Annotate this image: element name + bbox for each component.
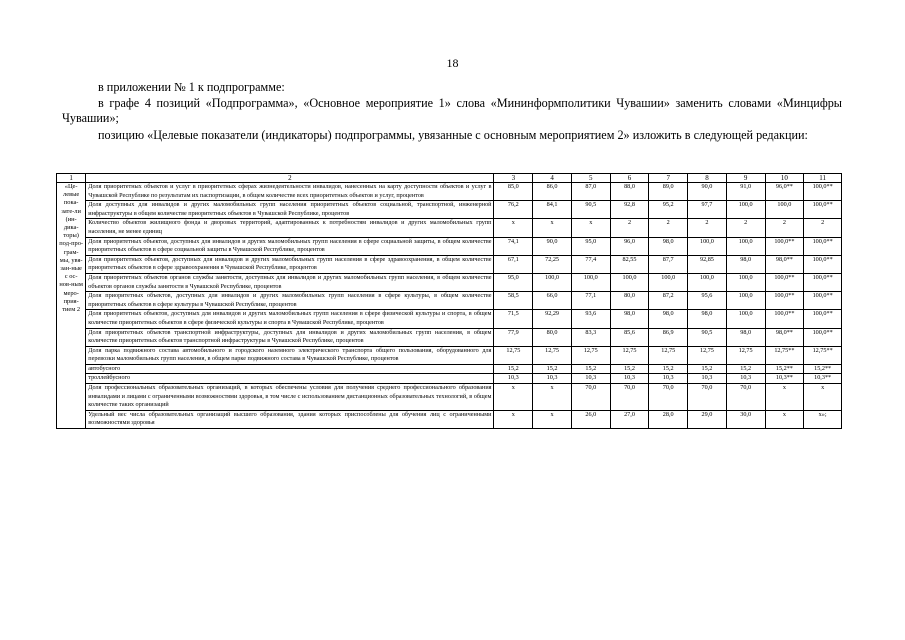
- indicator-value: x: [765, 410, 804, 428]
- indicator-value: x: [494, 410, 533, 428]
- indicator-value: 70,0: [571, 384, 610, 411]
- indicator-value: 67,1: [494, 255, 533, 273]
- indicator-value: 90,5: [571, 201, 610, 219]
- indicator-value: 12,75**: [804, 346, 842, 364]
- indicator-value: 58,5: [494, 292, 533, 310]
- paragraph-column-4: в графе 4 позиций «Подпрограмма», «Основное мероприятие 1» слова «Мининформполитики Чувашии» заменить словами «Минцифры Чувашии»;: [62, 96, 842, 125]
- indicator-value: 90,0: [533, 237, 572, 255]
- indicator-value: 100,0: [726, 310, 765, 328]
- indicator-name: Доля парка подвижного состава автомобильного и городского наземного электрического транспорта общего пользования, оборудованного для перевозки маломобильных групп населения, в общем парке подвижного состава в Чувашской Республике, процентов: [86, 346, 494, 364]
- paragraph-position: позицию «Целевые показатели (индикаторы) подпрограммы, увязанные с основным мероприятием 2» изложить в следующей редакции:: [98, 128, 808, 142]
- table-row: [57, 384, 842, 411]
- indicator-value: 100,0**: [765, 273, 804, 291]
- indicator-value: 96,0: [610, 237, 649, 255]
- indicator-value: 80,0: [533, 328, 572, 346]
- header-cell: 6: [610, 174, 649, 183]
- table-body: [57, 183, 842, 429]
- indicator-value: 80,0: [610, 292, 649, 310]
- table-row: [57, 346, 842, 364]
- indicator-value: 77,4: [571, 255, 610, 273]
- indicator-value: 15,2: [726, 364, 765, 374]
- table-row: [57, 273, 842, 291]
- indicator-value: 12,75: [533, 346, 572, 364]
- indicator-value: 27,0: [610, 410, 649, 428]
- indicator-value: x: [765, 384, 804, 411]
- indicator-value: 86,9: [649, 328, 688, 346]
- table-row: [57, 201, 842, 219]
- table-row: [57, 310, 842, 328]
- indicator-name: Доля приоритетных объектов, доступных для инвалидов и других маломобильных групп населения в сфере здравоохранения, в общем количестве приоритетных объектов в сфере здравоохранения в Чувашской Республике, процентов: [86, 255, 494, 273]
- row-group-label: «Це-левые пока-зате-ли (ин-дика-торы) под-про-грам-мы, увя-зан-ные с ос-нов-ным меро-прия-тием 2: [57, 183, 86, 429]
- header-cell: 3: [494, 174, 533, 183]
- indicator-name: Доля приоритетных объектов органов службы занятости, доступных для инвалидов и других маломобильных групп населения, в общем количестве объектов органов службы занятости в Чувашской Республике, процентов: [86, 273, 494, 291]
- header-cell: 4: [533, 174, 572, 183]
- indicator-value: 15,2: [494, 364, 533, 374]
- indicator-value: 90,5: [688, 328, 727, 346]
- indicator-value: 66,0: [533, 292, 572, 310]
- indicator-value: 10,3: [533, 374, 572, 384]
- indicator-name: Доля приоритетных объектов и услуг в приоритетных сферах жизнедеятельности инвалидов, нанесенных на карту доступности объектов и услуг в Чувашской Республике по результатам их паспортизации, в общем количестве всех приоритетных объектов и услуг, процентов: [86, 183, 494, 201]
- indicator-value: 26,0: [571, 410, 610, 428]
- indicator-value: 10,3: [688, 374, 727, 384]
- indicator-value: 95,0: [494, 273, 533, 291]
- indicator-value: 96,0**: [765, 183, 804, 201]
- indicator-value: x: [494, 384, 533, 411]
- indicator-value: 98,0: [726, 328, 765, 346]
- indicator-value: 100,0**: [804, 273, 842, 291]
- indicator-value: 100,0**: [804, 292, 842, 310]
- indicator-value: 100,0: [610, 273, 649, 291]
- indicator-value: 87,7: [649, 255, 688, 273]
- indicator-value: 15,2: [533, 364, 572, 374]
- header-cell: 1: [57, 174, 86, 183]
- indicator-name: Доля приоритетных объектов транспортной инфраструктуры, доступных для инвалидов и других маломобильных групп населения, в общем количестве приоритетных объектов транспортной инфраструктуры в Чувашской Республике, процентов: [86, 328, 494, 346]
- indicator-value: 100,0**: [804, 237, 842, 255]
- indicator-value: 98,0: [610, 310, 649, 328]
- indicator-value: 15,2: [610, 364, 649, 374]
- indicator-name: автобусного: [86, 364, 494, 374]
- indicator-name: Удельный вес числа образовательных организаций высшего образования, здания которых приспособлены для обучения лиц с ограниченными возможностями здоровья: [86, 410, 494, 428]
- indicator-value: x: [804, 384, 842, 411]
- indicator-value: 100,0**: [804, 328, 842, 346]
- indicator-value: 28,0: [649, 410, 688, 428]
- indicator-value: x: [533, 219, 572, 237]
- header-cell: 7: [649, 174, 688, 183]
- indicator-value: 95,0: [571, 237, 610, 255]
- indicator-value: 100,0: [571, 273, 610, 291]
- table-row: [57, 292, 842, 310]
- indicator-value: 10,3: [494, 374, 533, 384]
- indicator-value: 15,2: [571, 364, 610, 374]
- indicator-value: 2: [688, 219, 727, 237]
- indicator-value: 100,0: [726, 201, 765, 219]
- indicator-value: 12,75: [610, 346, 649, 364]
- indicator-name: Доля доступных для инвалидов и других маломобильных групп населения приоритетных объектов социальной, транспортной, инженерной инфраструктуры в общем количестве приоритетных объектов в Чувашской Республике, процентов: [86, 201, 494, 219]
- indicator-value: 29,0: [688, 410, 727, 428]
- indicator-value: 70,0: [726, 384, 765, 411]
- indicator-value: 100,0**: [765, 292, 804, 310]
- indicator-value: 12,75: [571, 346, 610, 364]
- indicator-value: 97,7: [688, 201, 727, 219]
- indicator-value: 98,0: [649, 237, 688, 255]
- header-cell: 8: [688, 174, 727, 183]
- indicator-value: 77,1: [571, 292, 610, 310]
- indicator-name: Доля приоритетных объектов, доступных для инвалидов и других маломобильных групп населения в сфере физической культуры и спорта, в общем количестве приоритетных объектов в сфере физической культуры и спорта в Чувашской Республике, процентов: [86, 310, 494, 328]
- indicator-name: Доля профессиональных образовательных организаций, в которых обеспечены условия для получения среднего профессионального образования инвалидами и лицами с ограниченными возможностями здоровья, в том числе с использованием дистанционных образовательных технологий, в общем количестве таких организаций: [86, 384, 494, 411]
- indicator-value: 85,0: [494, 183, 533, 201]
- indicator-value: 98,0**: [765, 255, 804, 273]
- indicator-value: 70,0: [610, 384, 649, 411]
- indicator-value: 92,29: [533, 310, 572, 328]
- table-row: [57, 183, 842, 201]
- table-row: [57, 237, 842, 255]
- indicator-value: 87,2: [649, 292, 688, 310]
- indicator-value: 12,75: [688, 346, 727, 364]
- indicator-value: 95,2: [649, 201, 688, 219]
- indicator-value: x: [494, 219, 533, 237]
- header-cell: 11: [804, 174, 842, 183]
- indicator-value: 86,0: [533, 183, 572, 201]
- indicator-name: троллейбусного: [86, 374, 494, 384]
- header-cell: 9: [726, 174, 765, 183]
- indicator-value: 100,0: [688, 237, 727, 255]
- indicator-value: 90,0: [688, 183, 727, 201]
- indicator-value: 72,25: [533, 255, 572, 273]
- indicator-value: 12,75: [494, 346, 533, 364]
- indicator-value: 10,3: [726, 374, 765, 384]
- indicator-value: 100,0**: [765, 310, 804, 328]
- indicator-value: 12,75**: [765, 346, 804, 364]
- indicator-value: 83,3: [571, 328, 610, 346]
- indicator-value: 95,6: [688, 292, 727, 310]
- indicator-value: x: [533, 410, 572, 428]
- indicator-value: 100,0: [649, 273, 688, 291]
- indicator-value: 10,3**: [765, 374, 804, 384]
- indicator-value: 2: [765, 219, 804, 237]
- indicator-value: 15,2**: [804, 364, 842, 374]
- indicator-value: 92,8: [610, 201, 649, 219]
- indicator-value: 87,0: [571, 183, 610, 201]
- indicator-value: 15,2**: [765, 364, 804, 374]
- indicator-value: 2: [610, 219, 649, 237]
- indicator-value: 85,6: [610, 328, 649, 346]
- header-cell: 2: [86, 174, 494, 183]
- indicator-value: 100,0: [726, 273, 765, 291]
- indicator-value: 91,0: [726, 183, 765, 201]
- indicator-value: 88,0: [610, 183, 649, 201]
- indicator-value: 10,3: [610, 374, 649, 384]
- indicator-name: Количество объектов жилищного фонда и дворовых территорий, адаптированных к потребностям инвалидов и других маломобильных групп населения, не менее единиц: [86, 219, 494, 237]
- indicator-value: 98,0: [649, 310, 688, 328]
- indicator-value: 10,3: [649, 374, 688, 384]
- indicator-value: 100,0**: [804, 255, 842, 273]
- page-number: 18: [446, 56, 459, 70]
- indicator-value: 84,1: [533, 201, 572, 219]
- indicator-value: 2: [649, 219, 688, 237]
- indicator-value: 100,0**: [804, 310, 842, 328]
- indicator-name: Доля приоритетных объектов, доступных для инвалидов и других маломобильных групп населения в сфере социальной защиты, в общем количестве приоритетных объектов в сфере социальной защиты в Чувашской Республике, процентов: [86, 237, 494, 255]
- indicator-value: 70,0: [649, 384, 688, 411]
- indicator-value: 89,0: [649, 183, 688, 201]
- table-row: [57, 364, 842, 374]
- indicator-value: 71,5: [494, 310, 533, 328]
- indicator-value: 98,0: [688, 310, 727, 328]
- indicator-value: 76,2: [494, 201, 533, 219]
- indicator-value: 2: [726, 219, 765, 237]
- indicator-value: 98,0**: [765, 328, 804, 346]
- indicator-value: 74,1: [494, 237, 533, 255]
- table-row: [57, 219, 842, 237]
- table-row: [57, 328, 842, 346]
- indicator-value: 92,85: [688, 255, 727, 273]
- table-row: [57, 410, 842, 428]
- indicator-value: 100,0**: [804, 183, 842, 201]
- indicator-value: 10,3**: [804, 374, 842, 384]
- indicator-value: 93,6: [571, 310, 610, 328]
- indicator-value: x: [533, 384, 572, 411]
- indicator-value: 100,0: [726, 237, 765, 255]
- indicator-value: 100,0**: [804, 201, 842, 219]
- paragraph-appendix: в приложении № 1 к подпрограмме:: [98, 80, 285, 94]
- indicator-value: 12,75: [726, 346, 765, 364]
- table-header-row: [57, 174, 842, 183]
- indicators-table-wrapper: [56, 173, 842, 429]
- indicator-value: 100,0**: [765, 237, 804, 255]
- indicator-value: 70,0: [688, 384, 727, 411]
- header-cell: 5: [571, 174, 610, 183]
- indicator-value: 100,0: [688, 273, 727, 291]
- indicator-value: x: [571, 219, 610, 237]
- indicator-value: 100,0: [726, 292, 765, 310]
- indicator-value: 30,0: [726, 410, 765, 428]
- indicator-value: 77,9: [494, 328, 533, 346]
- indicator-value: 100,0: [765, 201, 804, 219]
- indicator-value: 15,2: [688, 364, 727, 374]
- indicator-value: 15,2: [649, 364, 688, 374]
- indicator-value: 2: [804, 219, 842, 237]
- indicator-name: Доля приоритетных объектов, доступных для инвалидов и других маломобильных групп населения в сфере культуры, в общем количестве приоритетных объектов в сфере культуры в Чувашской Республике, процентов: [86, 292, 494, 310]
- indicator-value: 98,0: [726, 255, 765, 273]
- indicators-table: [56, 173, 842, 429]
- table-row: [57, 255, 842, 273]
- indicator-value: 12,75: [649, 346, 688, 364]
- indicator-value: 82,55: [610, 255, 649, 273]
- indicator-value: 10,3: [571, 374, 610, 384]
- indicator-value: 100,0: [533, 273, 572, 291]
- header-cell: 10: [765, 174, 804, 183]
- indicator-value: x»;: [804, 410, 842, 428]
- table-row: [57, 374, 842, 384]
